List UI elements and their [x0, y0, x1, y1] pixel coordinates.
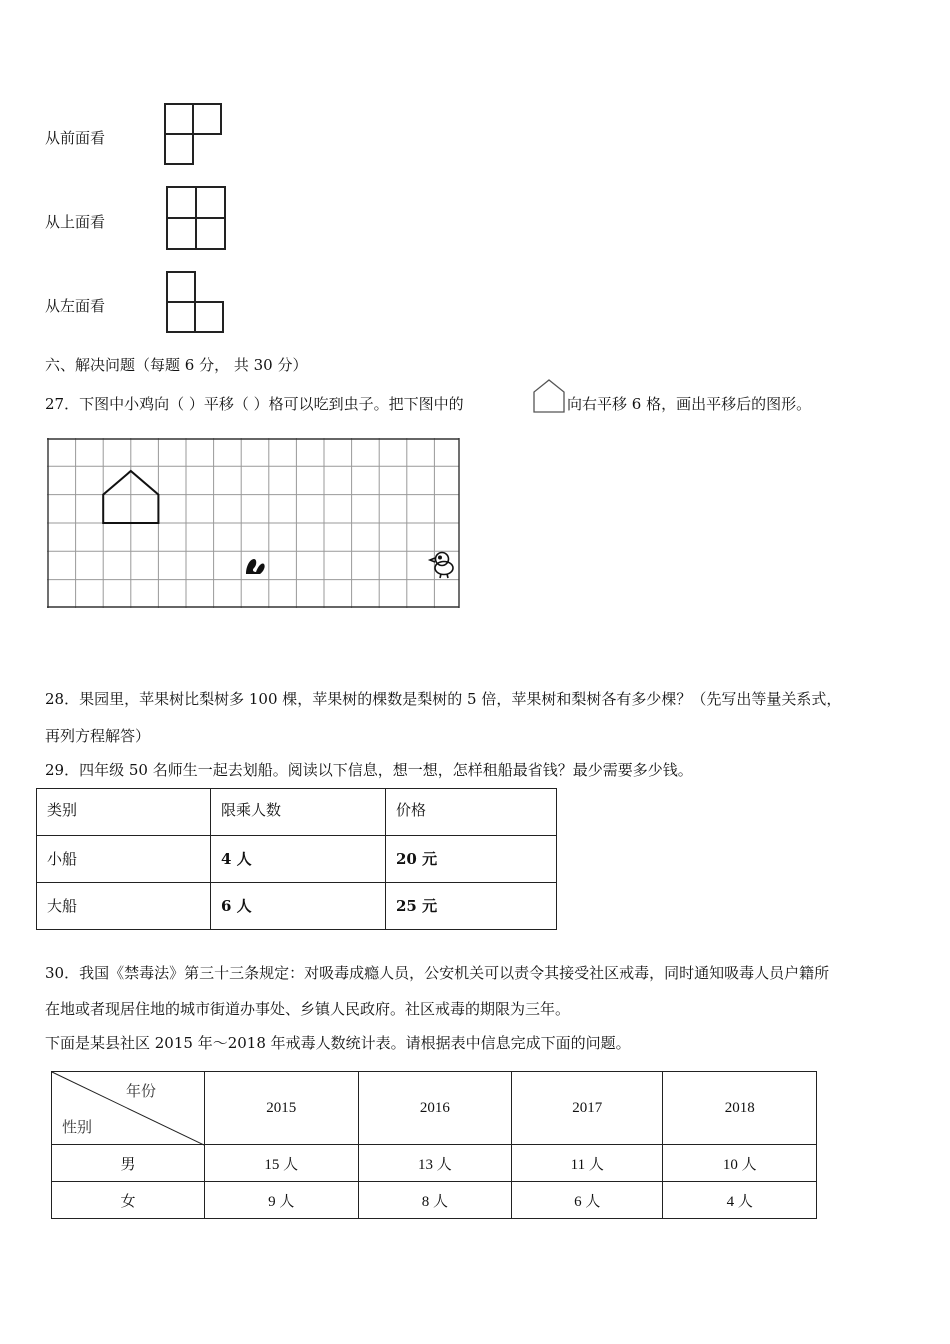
view-label-top: 从上面看 — [45, 213, 106, 231]
chick-icon — [430, 553, 453, 579]
q27-text-b: 向右平移 6 格，画出平移后的图形。 — [567, 395, 812, 413]
table-cell: 大船 — [37, 883, 211, 930]
table-cell: 25 元 — [386, 883, 557, 930]
table-cell: 15 人 — [205, 1145, 359, 1182]
house-icon — [532, 378, 566, 414]
table-cell: 11 人 — [512, 1145, 663, 1182]
table-cell: 小船 — [37, 836, 211, 883]
table-header-cell: 限乘人数 — [211, 789, 386, 836]
year-header: 2017 — [512, 1072, 663, 1145]
corner-year-label: 年份 — [126, 1082, 157, 1100]
table-cell: 10 人 — [663, 1145, 817, 1182]
section-title: 六、解决问题（每题 6 分， 共 30 分） — [45, 356, 308, 374]
table-cell: 4 人 — [663, 1182, 817, 1219]
table-cell: 4 人 — [211, 836, 386, 883]
view-label-left: 从左面看 — [45, 297, 106, 315]
row-label: 女 — [52, 1182, 205, 1219]
q27-text-a: 27．下图中小鸡向（ ）平移（ ）格可以吃到虫子。把下图中的 — [45, 395, 464, 413]
row-label: 男 — [52, 1145, 205, 1182]
table-header-row — [52, 1072, 817, 1145]
table-cell: 6 人 — [211, 883, 386, 930]
left-view-figure — [166, 271, 224, 333]
table-row — [37, 883, 557, 930]
corner-gender-label: 性别 — [62, 1118, 93, 1136]
q28-line2: 再列方程解答） — [45, 727, 151, 745]
table-cell: 6 人 — [512, 1182, 663, 1219]
q30-line3: 下面是某县社区 2015 年～2018 年戒毒人数统计表。请根据表中信息完成下面的问题。 — [45, 1034, 631, 1052]
table-header-cell: 类别 — [37, 789, 211, 836]
year-header: 2016 — [358, 1072, 512, 1145]
table-header-row — [37, 789, 557, 836]
table-cell: 13 人 — [358, 1145, 512, 1182]
table-row — [52, 1145, 817, 1182]
translation-grid — [47, 438, 462, 608]
front-view-figure — [164, 103, 224, 165]
table-header-cell: 价格 — [386, 789, 557, 836]
boat-table — [36, 788, 557, 930]
table-cell: 20 元 — [386, 836, 557, 883]
view-label-front: 从前面看 — [45, 129, 106, 147]
q29-text: 29．四年级 50 名师生一起去划船。阅读以下信息，想一想，怎样租船最省钱？最少需要多少钱。 — [45, 761, 693, 779]
table-cell: 8 人 — [358, 1182, 512, 1219]
bug-icon — [246, 559, 265, 574]
top-view-figure — [166, 186, 226, 250]
table-row — [37, 836, 557, 883]
corner-cell — [52, 1072, 205, 1145]
table-row — [52, 1182, 817, 1219]
q30-line2: 在地或者现居住地的城市街道办事处、乡镇人民政府。社区戒毒的期限为三年。 — [45, 1000, 571, 1018]
year-header: 2015 — [205, 1072, 359, 1145]
year-header: 2018 — [663, 1072, 817, 1145]
q28-line1: 28．果园里，苹果树比梨树多 100 棵，苹果树的棵数是梨树的 5 倍，苹果树和梨树各有多少棵？（先写出等量关系式， — [45, 690, 842, 708]
table-cell: 9 人 — [205, 1182, 359, 1219]
rehab-table — [51, 1071, 817, 1219]
q30-line1: 30．我国《禁毒法》第三十三条规定：对吸毒成瘾人员，公安机关可以责令其接受社区戒毒，同时通知吸毒人员户籍所 — [45, 964, 830, 982]
